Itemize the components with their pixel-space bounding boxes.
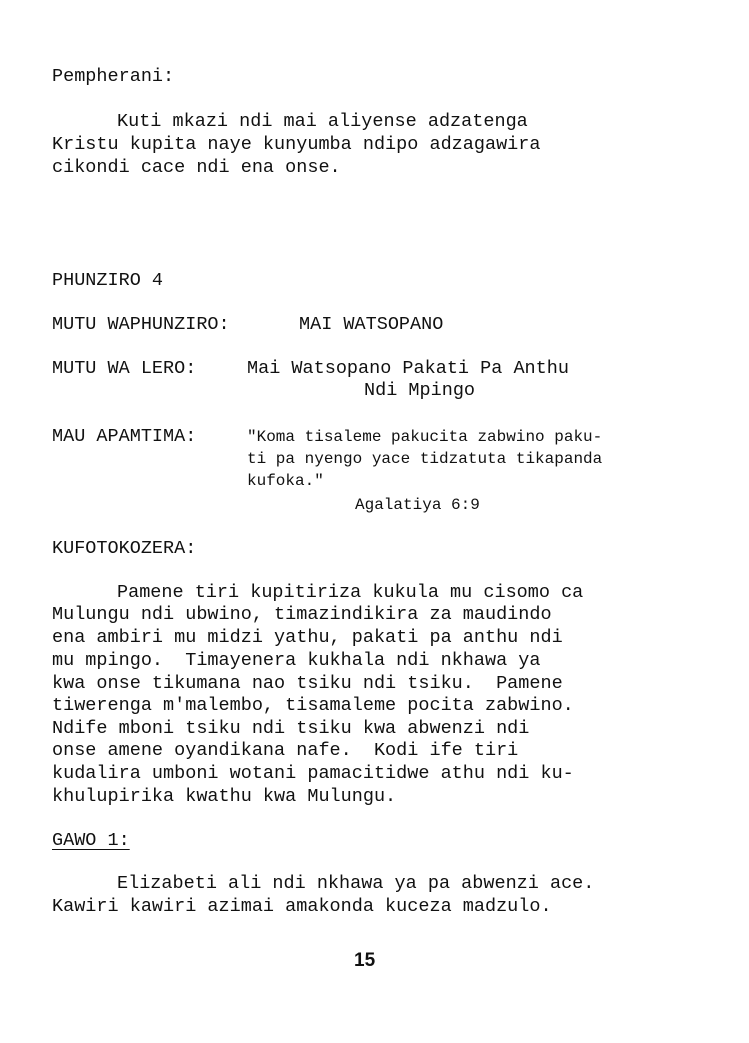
paragraph-line: khulupirika kwathu kwa Mulungu. [52, 786, 397, 807]
pray-line: Kristu kupita naye kunyumba ndipo adzagawira [52, 134, 541, 155]
today-value: Mai Watsopano Pakati Pa Anthu [247, 358, 569, 379]
today-value-cont: Ndi Mpingo [364, 380, 476, 401]
topic-value: MAI WATSOPANO [299, 314, 444, 335]
explanation-heading: KUFOTOKOZERA: [52, 538, 197, 559]
lesson-title: PHUNZIRO 4 [52, 270, 164, 291]
verse-line: ti pa nyengo yace tidzatuta tikapanda [247, 450, 603, 468]
paragraph-line: kudalira umboni wotani pamacitidwe athu ndi ku- [52, 763, 574, 784]
part-line: Kawiri kawiri azimai amakonda kuceza madzulo. [52, 896, 552, 917]
verse-line: kufoka." [247, 472, 324, 490]
paragraph-line: Mulungu ndi ubwino, timazindikira za maudindo [52, 604, 552, 625]
pray-line: cikondi cace ndi ena onse. [52, 157, 341, 178]
part-line: Elizabeti ali ndi nkhawa ya pa abwenzi ace. [117, 873, 595, 894]
verse-label: MAU APAMTIMA: [52, 426, 197, 447]
verse-line: "Koma tisaleme pakucita zabwino paku- [247, 428, 603, 446]
verse-reference: Agalatiya 6:9 [355, 496, 480, 514]
part-heading: GAWO 1: [52, 830, 130, 851]
paragraph-line: mu mpingo. Timayenera kukhala ndi nkhawa ya [52, 650, 541, 671]
topic-label: MUTU WAPHUNZIRO: [52, 314, 230, 335]
today-label: MUTU WA LERO: [52, 358, 197, 379]
paragraph-line: kwa onse tikumana nao tsiku ndi tsiku. Pamene [52, 673, 563, 694]
paragraph-line: tiwerenga m'malembo, tisamaleme pocita zabwino. [52, 695, 574, 716]
paragraph-line: onse amene oyandikana nafe. Kodi ife tiri [52, 740, 519, 761]
paragraph-line: Pamene tiri kupitiriza kukula mu cisomo ca [117, 582, 584, 603]
paragraph-line: ena ambiri mu midzi yathu, pakati pa anthu ndi [52, 627, 563, 648]
page-number: 15 [354, 950, 376, 971]
paragraph-line: Ndife mboni tsiku ndi tsiku kwa abwenzi ndi [52, 718, 530, 739]
pray-line: Kuti mkazi ndi mai aliyense adzatenga [117, 111, 528, 132]
pray-heading: Pempherani: [52, 66, 175, 87]
